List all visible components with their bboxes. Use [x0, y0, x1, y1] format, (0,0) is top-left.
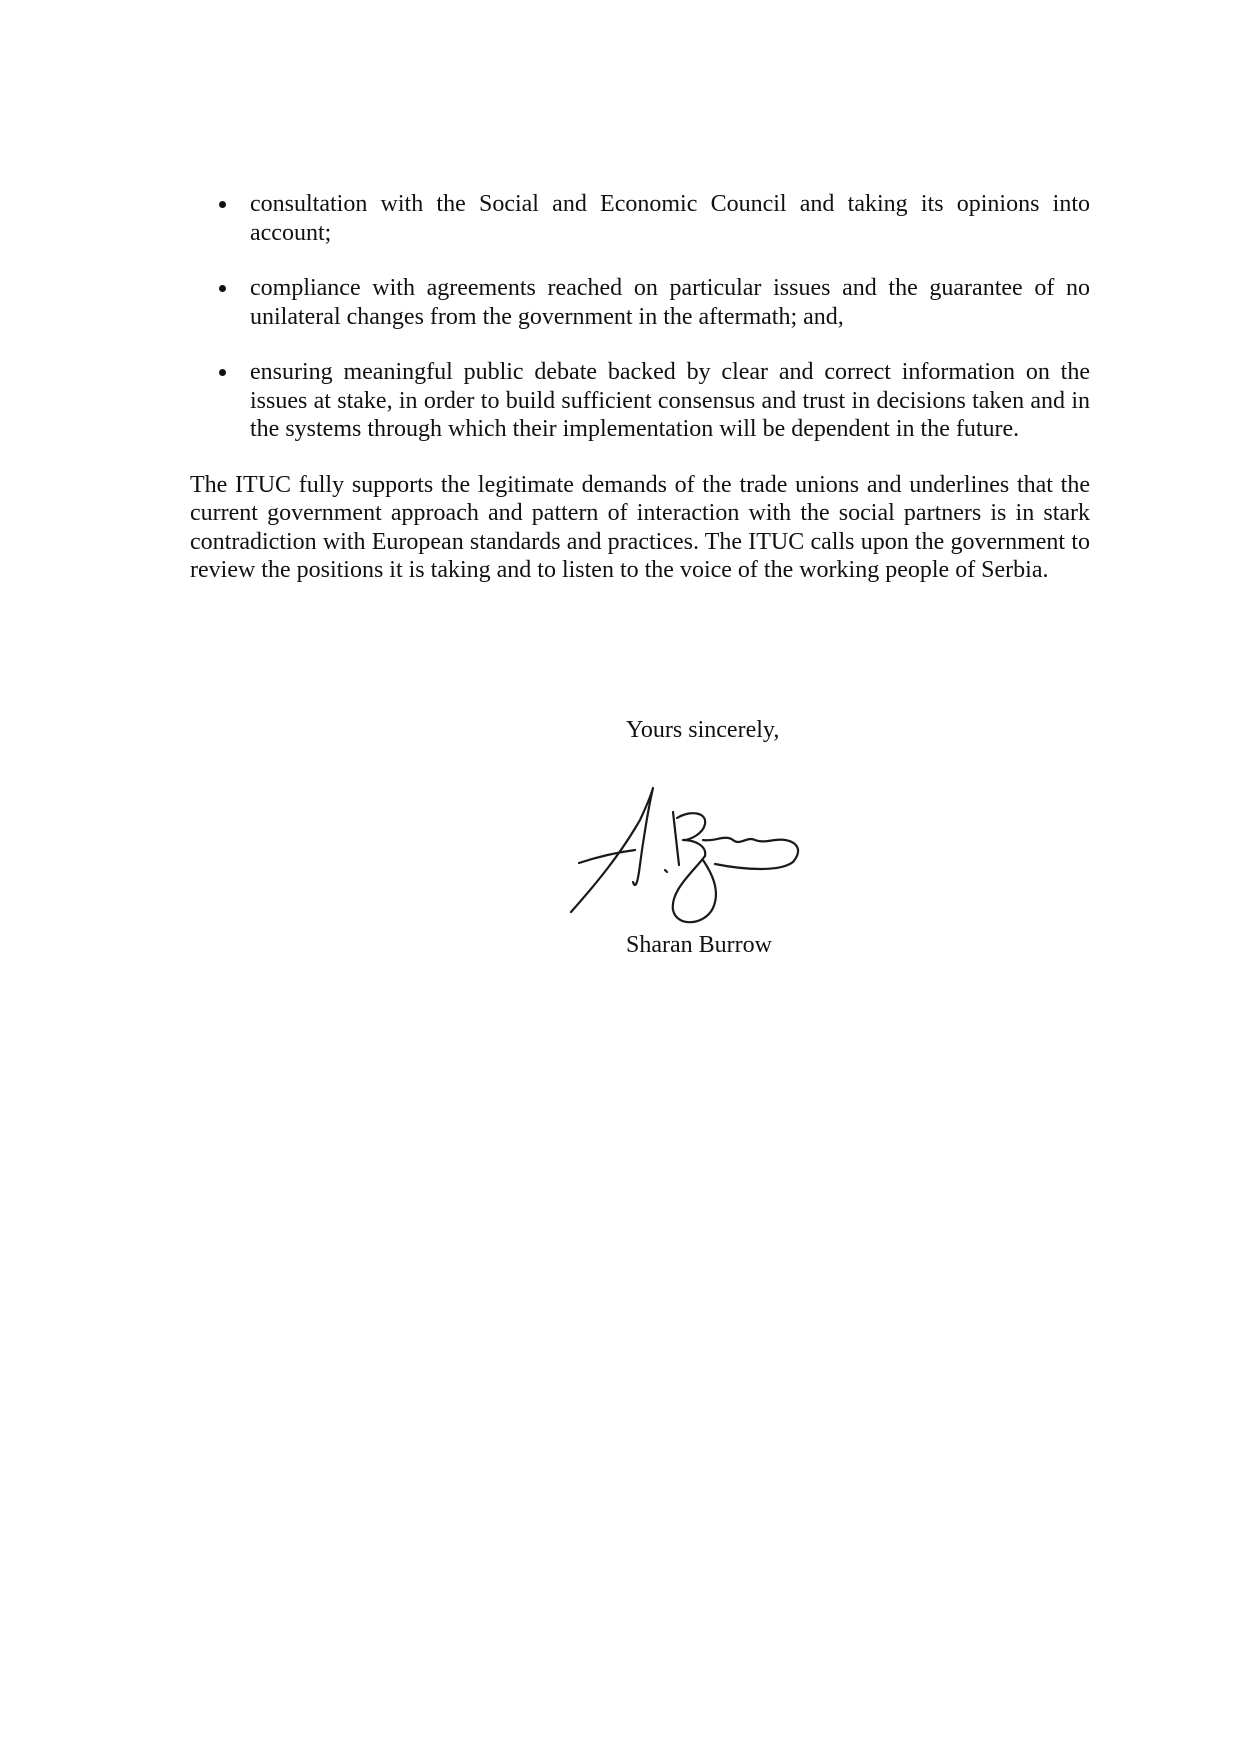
- bullet-icon: [219, 285, 226, 292]
- list-item: [190, 274, 1090, 331]
- list-item-text: consultation with the Social and Economic Council and taking its opinions into account;: [250, 191, 1090, 246]
- letter-body: [190, 190, 1090, 585]
- list-item-text: ensuring meaningful public debate backed by clear and correct information on the issues at stake, in order to build sufficient consensus and trust in decisions taken and in the systems through which their implementation will be dependent in the future.: [250, 359, 1090, 442]
- support-paragraph: The ITUC fully supports the legitimate demands of the trade unions and underlines that the current government approach and pattern of interaction with the social partners is in stark contradiction with European standards and practices. The ITUC calls upon the government to review the positions it is taking and to listen to the voice of the working people of Serbia.: [190, 471, 1090, 583]
- list-item: [190, 190, 1090, 247]
- signature-icon: [565, 760, 835, 925]
- bullet-icon: [219, 201, 226, 208]
- closing-salutation: Yours sincerely,: [626, 717, 780, 743]
- bullet-icon: [219, 369, 226, 376]
- signer-name: Sharan Burrow: [626, 932, 772, 958]
- list-item-text: compliance with agreements reached on particular issues and the guarantee of no unilateral changes from the government in the aftermath; and,: [250, 275, 1090, 330]
- demands-list: [190, 190, 1090, 444]
- list-item: [190, 358, 1090, 444]
